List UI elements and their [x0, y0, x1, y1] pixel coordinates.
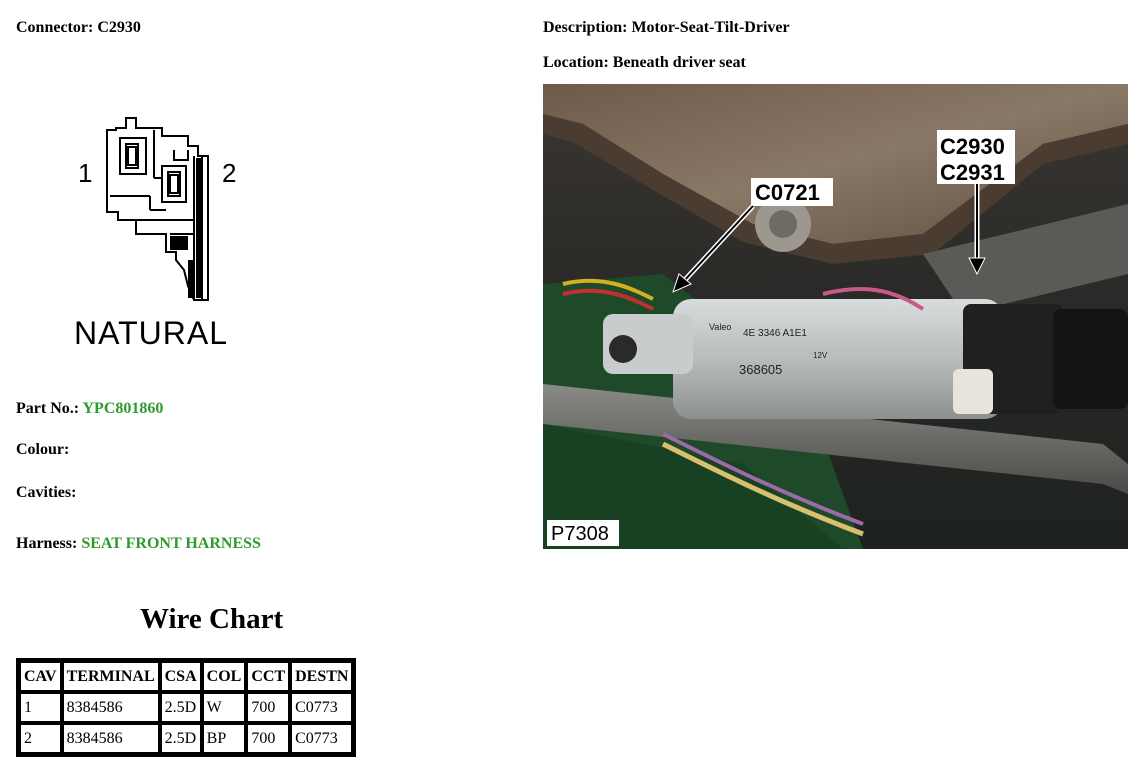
motor-part-text: 4E 3346 A1E1: [743, 328, 807, 339]
table-row: [19, 723, 353, 754]
cell-csa: 2.5D: [160, 723, 202, 754]
part-no-line: [16, 400, 163, 418]
motor-voltage-text: 12V: [813, 351, 828, 360]
location-value: Beneath driver seat: [612, 54, 746, 71]
harness-label: Harness:: [16, 535, 78, 552]
header-cav: CAV: [19, 661, 62, 692]
harness-line: [16, 535, 261, 553]
connector-line: [16, 19, 141, 37]
colour-line: [16, 441, 69, 459]
photo-ref-tag: [547, 520, 619, 546]
header-destn: DESTN: [290, 661, 353, 692]
wire-chart-title: Wire Chart: [140, 603, 284, 635]
header-col: COL: [202, 661, 247, 692]
cell-col: BP: [202, 723, 247, 754]
motor-brand-text: Valeo: [709, 322, 732, 332]
wire-chart-header-row: [19, 661, 353, 692]
header-terminal: TERMINAL: [62, 661, 160, 692]
description-value: Motor-Seat-Tilt-Driver: [631, 19, 790, 36]
wire-chart-table: [16, 658, 356, 757]
callout-c2931-text: C2931: [940, 160, 1005, 185]
cavities-line: [16, 484, 76, 502]
cell-cct: 700: [246, 692, 290, 723]
callout-c0721-text: C0721: [755, 180, 820, 205]
harness-value: SEAT FRONT HARNESS: [81, 535, 261, 552]
description-label: Description:: [543, 19, 628, 36]
connector-value: C2930: [97, 19, 141, 36]
location-photo: [543, 84, 1128, 549]
description-line: [543, 19, 790, 37]
cell-csa: 2.5D: [160, 692, 202, 723]
header-cct: CCT: [246, 661, 290, 692]
table-row: [19, 692, 353, 723]
cell-cav: 1: [19, 692, 62, 723]
header-csa: CSA: [160, 661, 202, 692]
cell-cct: 700: [246, 723, 290, 754]
part-no-value: YPC801860: [82, 400, 164, 417]
location-label: Location:: [543, 54, 609, 71]
cell-destn: C0773: [290, 692, 353, 723]
cell-terminal: 8384586: [62, 692, 160, 723]
photo-ref-text: P7308: [551, 523, 609, 545]
cavities-label: Cavities:: [16, 484, 77, 501]
part-no-label: Part No.:: [16, 400, 80, 417]
cell-cav: 2: [19, 723, 62, 754]
colour-label: Colour:: [16, 441, 70, 458]
pin-label-2: 2: [222, 158, 237, 188]
motor-number-text: 368605: [739, 362, 783, 377]
connector-label: Connector:: [16, 19, 94, 36]
pin-label-1: 1: [78, 158, 93, 188]
connector-face-diagram: [70, 110, 250, 360]
cell-destn: C0773: [290, 723, 353, 754]
callout-c2930-text: C2930: [940, 134, 1005, 159]
cell-terminal: 8384586: [62, 723, 160, 754]
location-line: [543, 54, 746, 72]
cell-col: W: [202, 692, 247, 723]
colour-caption: NATURAL: [74, 315, 228, 351]
